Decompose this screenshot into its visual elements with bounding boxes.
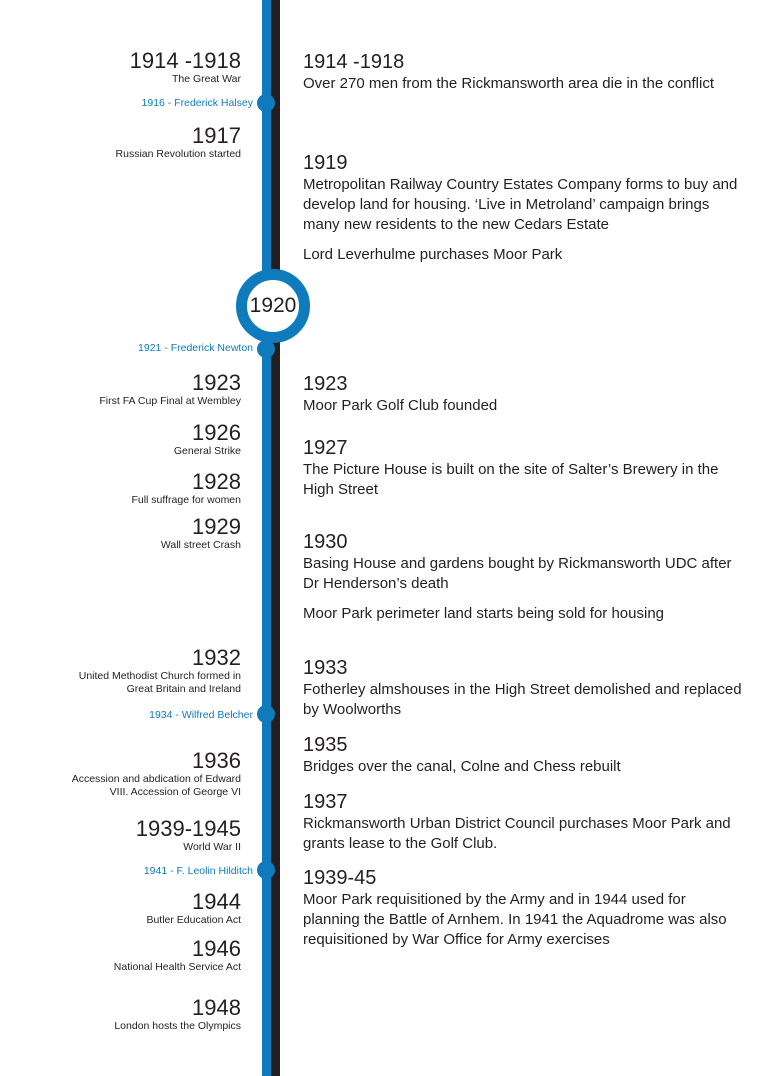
local-event xyxy=(303,436,743,500)
mayor-label: 1934 - Wilfred Belcher xyxy=(149,709,253,721)
world-event-year: 1928 xyxy=(192,469,241,494)
local-event-year: 1935 xyxy=(303,734,348,756)
world-event-year: 1917 xyxy=(192,123,241,148)
local-event-text: The Picture House is built on the site of Salter’s Brewery in the High Street xyxy=(303,461,719,498)
local-event-text: Moor Park requisitioned by the Army and in 1944 used for planning the Battle of Arnhem. In 1941 the Aquadrome was also requisitioned by War Office for Army exercises xyxy=(303,891,727,948)
world-event-year: 1936 xyxy=(192,748,241,773)
timeline-dot xyxy=(257,705,275,723)
local-event-year: 1919 xyxy=(303,152,348,174)
world-event-desc: First FA Cup Final at Wembley xyxy=(99,395,241,407)
mayor-label: 1916 - Frederick Halsey xyxy=(141,97,253,109)
mayor-label: 1941 - F. Leolin Hilditch xyxy=(143,865,253,877)
local-event-text: Basing House and gardens bought by Rickmansworth UDC after Dr Henderson’s death xyxy=(303,555,732,592)
world-event xyxy=(130,49,241,86)
world-event-desc: World War II xyxy=(183,841,241,853)
world-event-desc: Full suffrage for women xyxy=(131,494,241,506)
decade-marker xyxy=(236,269,310,343)
timeline-line-dark xyxy=(271,0,280,1076)
world-event-desc: London hosts the Olympics xyxy=(114,1020,241,1032)
local-event xyxy=(303,733,743,777)
local-event-year: 1923 xyxy=(303,373,348,395)
world-event-desc: National Health Service Act xyxy=(113,961,241,973)
local-event-text: Moor Park Golf Club founded xyxy=(303,397,498,414)
local-event xyxy=(303,866,743,950)
world-event xyxy=(174,421,241,458)
local-event-year: 1933 xyxy=(303,657,348,679)
local-event xyxy=(303,790,743,854)
local-event-year: 1937 xyxy=(303,791,348,813)
local-event xyxy=(303,151,743,265)
world-event xyxy=(116,124,241,161)
local-event-year: 1930 xyxy=(303,531,348,553)
world-event xyxy=(136,817,241,854)
world-event-year: 1923 xyxy=(192,370,241,395)
world-event-desc: The Great War xyxy=(171,73,241,85)
world-event xyxy=(114,996,241,1033)
local-event-text: Metropolitan Railway Country Estates Company forms to buy and develop land for housing. ‘Live in Metroland’ campaign brings many new residents to the new Cedars Estate xyxy=(303,176,738,233)
world-event-year: 1914 -1918 xyxy=(129,48,241,73)
world-event-year: 1946 xyxy=(192,936,241,961)
world-event-year: 1939-1945 xyxy=(135,816,241,841)
world-event xyxy=(146,890,241,927)
world-event-desc: Butler Education Act xyxy=(146,914,241,926)
local-event xyxy=(303,50,743,94)
world-event-desc: Wall street Crash xyxy=(160,539,241,551)
local-event-year: 1914 -1918 xyxy=(303,51,405,73)
world-event-desc: Great Britain and Ireland xyxy=(126,683,241,695)
world-event-year: 1932 xyxy=(192,645,241,670)
local-event-text: Moor Park perimeter land starts being sold for housing xyxy=(303,605,665,622)
world-event-desc: VIII. Accession of George VI xyxy=(109,786,241,798)
mayor-label: 1921 - Frederick Newton xyxy=(138,342,253,354)
local-event-text: Rickmansworth Urban District Council purchases Moor Park and grants lease to the Golf Club. xyxy=(303,815,731,852)
world-event-year: 1929 xyxy=(192,514,241,539)
world-event-desc: United Methodist Church formed in xyxy=(78,670,241,682)
timeline-dot xyxy=(257,861,275,879)
world-event-year: 1926 xyxy=(192,420,241,445)
timeline-line-blue xyxy=(262,0,271,1076)
local-event-year: 1939-45 xyxy=(303,867,377,889)
world-event-year: 1948 xyxy=(192,995,241,1020)
local-event-text: Lord Leverhulme purchases Moor Park xyxy=(303,246,563,263)
world-event xyxy=(161,515,241,552)
decade-label: 1920 xyxy=(249,294,297,317)
local-event-text: Over 270 men from the Rickmansworth area die in the conflict xyxy=(303,75,715,92)
local-event-year: 1927 xyxy=(303,437,348,459)
world-event xyxy=(114,937,241,974)
world-event xyxy=(99,371,241,408)
world-event xyxy=(131,470,241,507)
timeline-dot xyxy=(257,94,275,112)
world-event xyxy=(72,749,241,799)
local-event xyxy=(303,372,743,416)
world-event-desc: General Strike xyxy=(173,445,241,457)
world-event-year: 1944 xyxy=(192,889,241,914)
local-event-text: Fotherley almshouses in the High Street demolished and replaced by Woolworths xyxy=(303,681,742,718)
local-event-text: Bridges over the canal, Colne and Chess rebuilt xyxy=(303,758,621,775)
local-event xyxy=(303,656,743,720)
local-event xyxy=(303,530,743,624)
world-event xyxy=(79,646,241,696)
world-event-desc: Russian Revolution started xyxy=(115,148,241,160)
world-event-desc: Accession and abdication of Edward xyxy=(71,773,241,785)
